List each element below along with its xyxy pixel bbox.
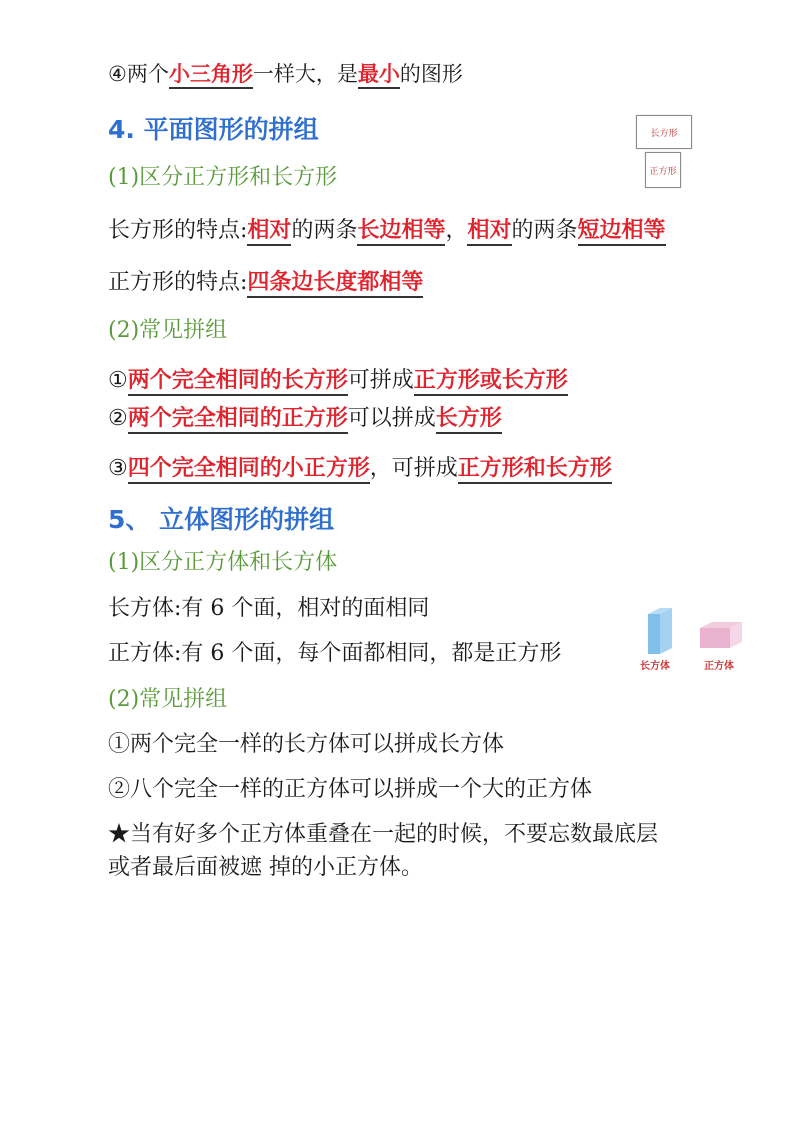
section-4-title: 4. 平面图形的拼组 xyxy=(108,115,319,144)
section-4-sub2: (2)常见拼组 xyxy=(108,318,228,343)
section-5-title: 5、 立体图形的拼组 xyxy=(108,505,335,534)
square-figure: 正方形 xyxy=(645,152,681,188)
cube-label: 正方体 xyxy=(704,661,734,672)
rect-feature-line: 长方形的特点:相对的两条长边相等，相对的两条短边相等 xyxy=(108,213,666,244)
cuboid-shape xyxy=(648,608,672,654)
cube-shape xyxy=(700,622,742,648)
combo-item-1: ①两个完全相同的长方形可拼成正方形或长方形 xyxy=(108,363,568,394)
cuboid-label: 长方体 xyxy=(640,661,670,672)
rectangle-figure: 长方形 xyxy=(636,115,692,149)
combo-item-3: ③四个完全相同的小正方形，可拼成正方形和长方形 xyxy=(108,451,612,482)
cube-line: 正方体:有 6 个面，每个面都相同，都是正方形 xyxy=(108,641,562,666)
note-line-1: ★当有好多个正方体重叠在一起的时候，不要忘数最底层 xyxy=(108,822,659,847)
section-4-sub1: (1)区分正方形和长方形 xyxy=(108,165,338,190)
solids-figure xyxy=(638,606,768,656)
line-small-triangles: ④两个小三角形一样大，是最小的图形 xyxy=(108,58,463,88)
section-5-sub2: (2)常见拼组 xyxy=(108,687,228,712)
square-feature-line: 正方形的特点:四条边长度都相等 xyxy=(108,265,423,296)
combo-item-2: ②两个完全相同的正方形可以拼成长方形 xyxy=(108,401,502,432)
section-5-sub1: (1)区分正方体和长方体 xyxy=(108,550,338,575)
solid-combo-item-2: ②八个完全一样的正方体可以拼成一个大的正方体 xyxy=(108,777,593,802)
solid-combo-item-1: ①两个完全一样的长方体可以拼成长方体 xyxy=(108,732,505,757)
cuboid-line: 长方体:有 6 个面，相对的面相同 xyxy=(108,596,430,621)
note-line-2: 或者最后面被遮 掉的小正方体。 xyxy=(108,855,423,880)
